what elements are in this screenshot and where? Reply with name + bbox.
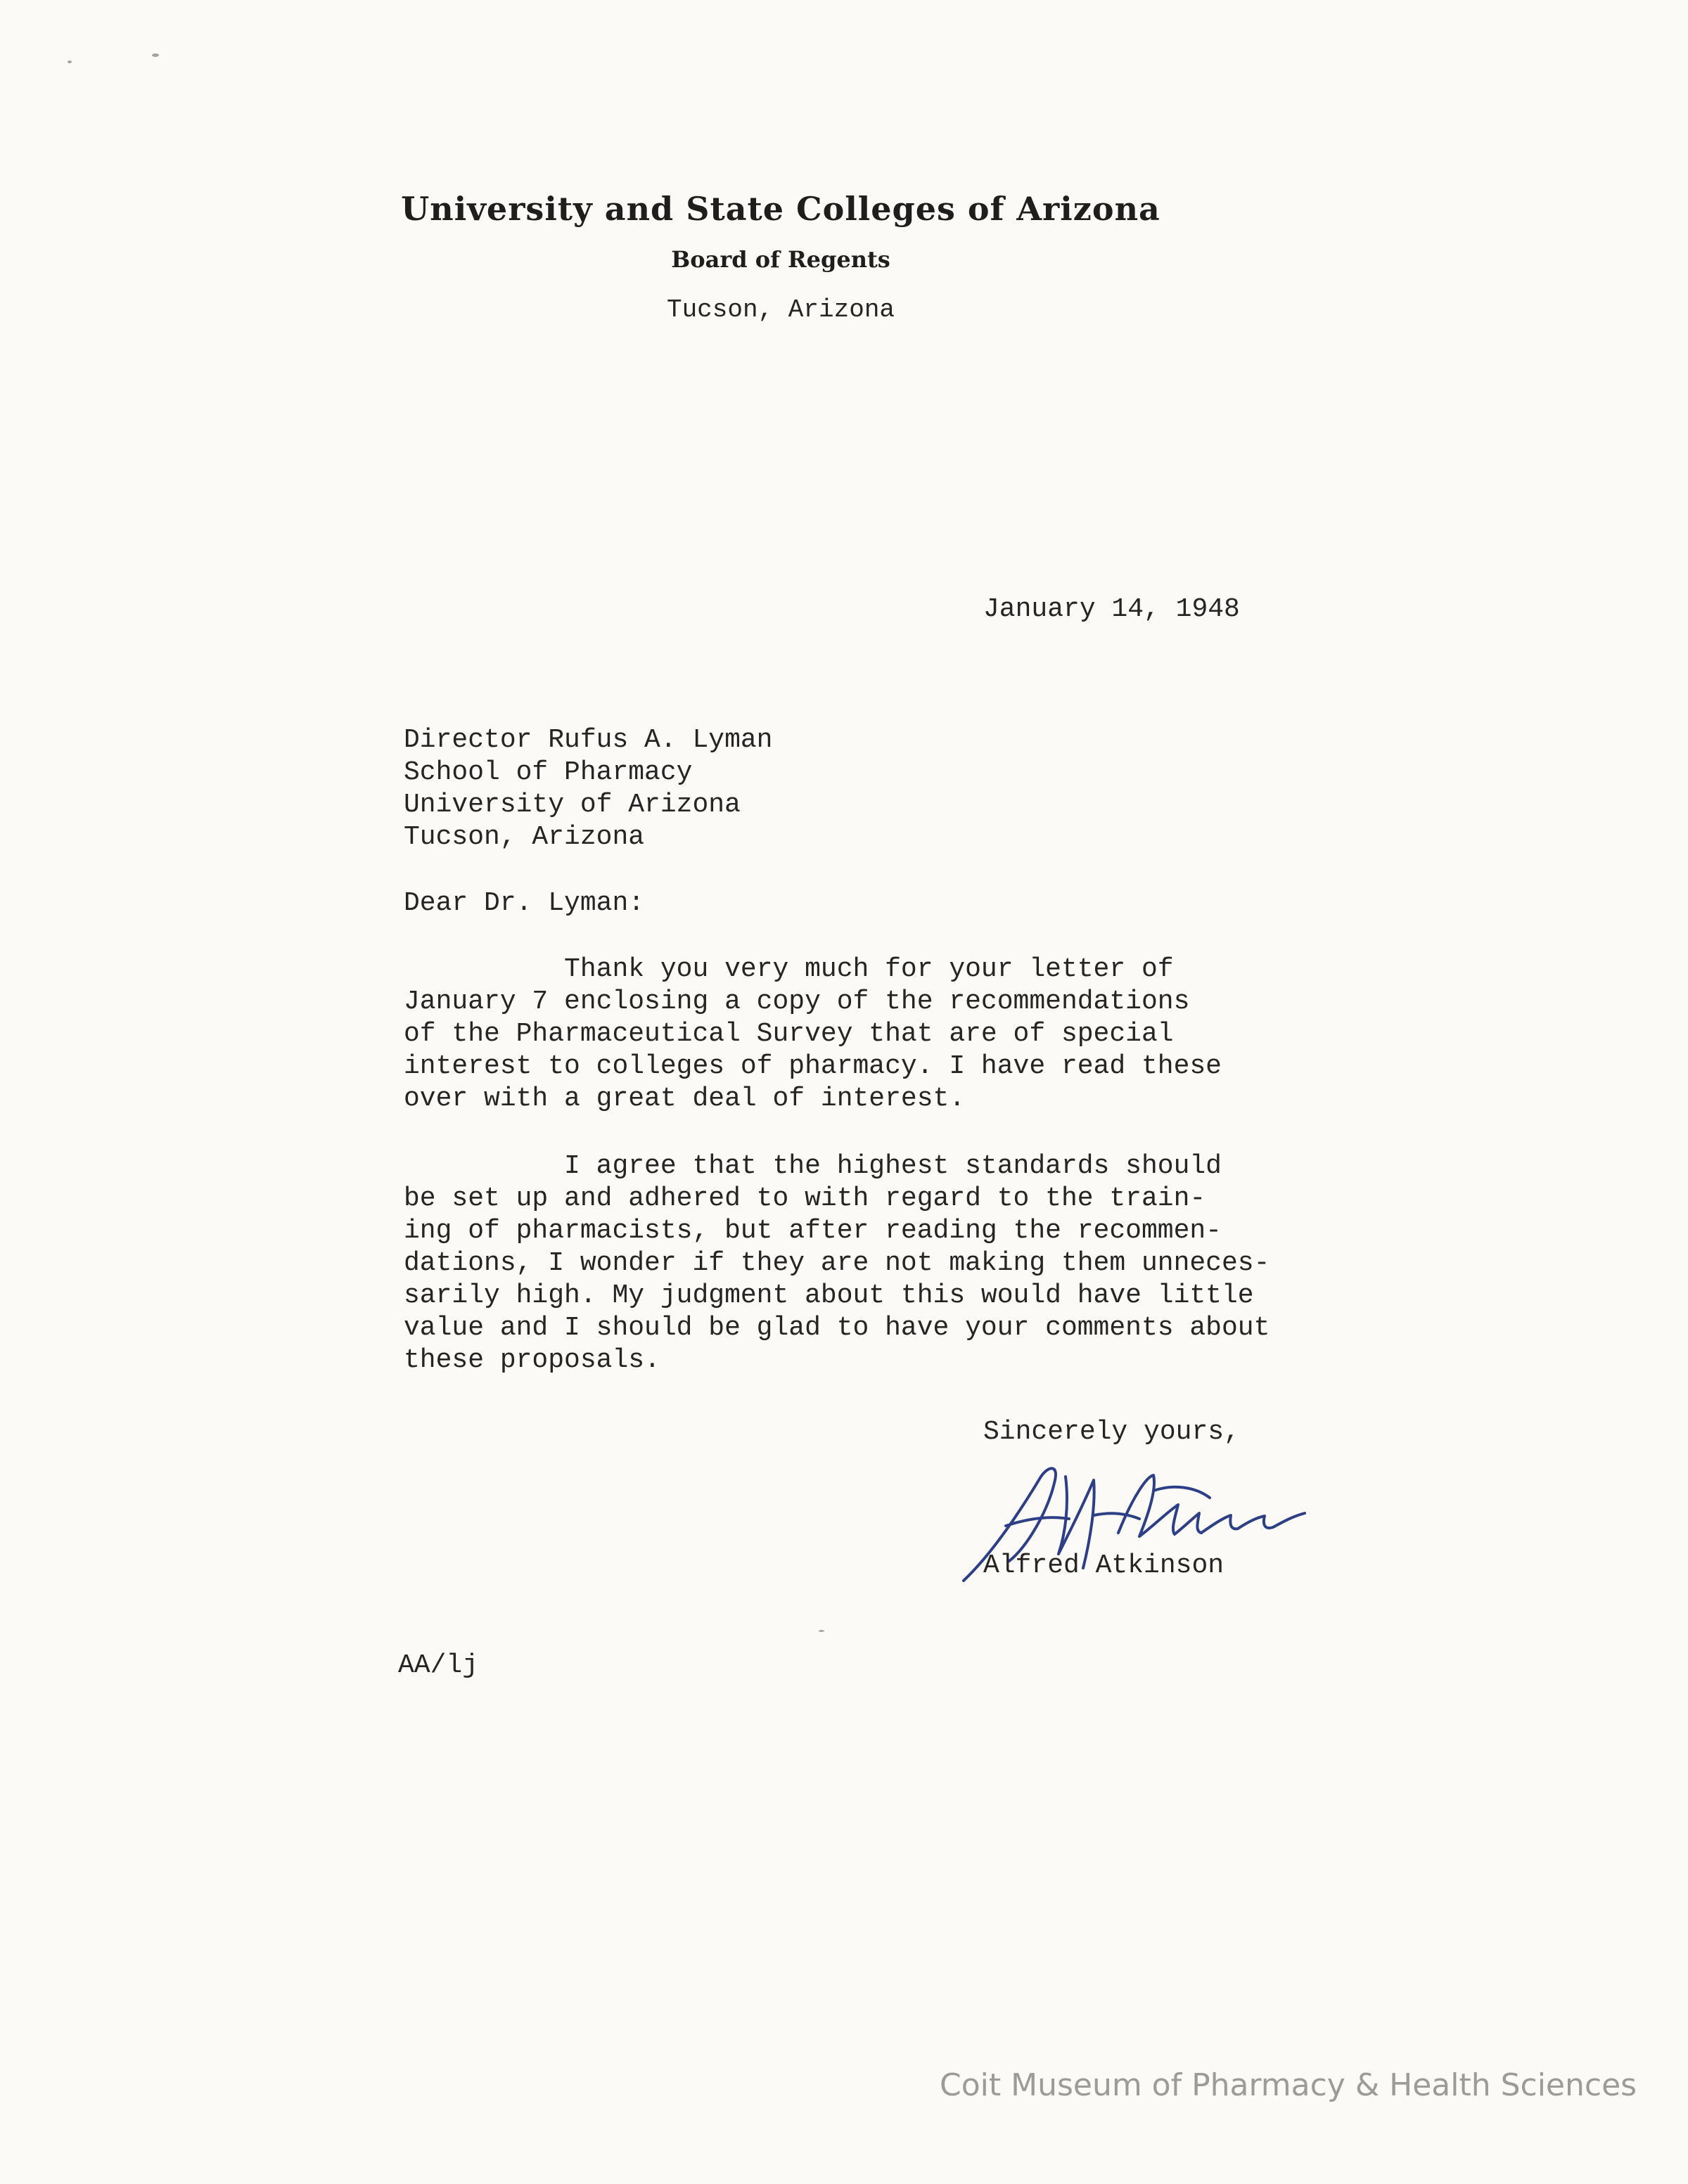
body-line: ing of pharmacists, but after reading the recommen- [404,1216,1222,1246]
recipient-address [404,724,773,854]
body-line: interest to colleges of pharmacy. I have read these [404,1051,1222,1081]
body-line: these proposals. [404,1345,660,1375]
paper-speck [68,60,72,63]
body-line: of the Pharmaceutical Survey that are of special [404,1019,1174,1049]
recipient-line: Director Rufus A. Lyman [404,725,773,755]
body-line: dations, I wonder if they are not making them unneces- [404,1248,1270,1278]
body-line: sarily high. My judgment about this would have little [404,1280,1254,1311]
body-line: be set up and adhered to with regard to the train- [404,1183,1206,1214]
signature-stroke [1153,1487,1210,1498]
signer-name: Alfred Atkinson [983,1550,1225,1581]
letterhead-city: Tucson, Arizona [666,295,895,324]
typist-initials: AA/lj [398,1650,479,1681]
paper-speck [152,53,159,57]
signature-stroke [1094,1513,1139,1519]
recipient-line: School of Pharmacy [404,757,693,788]
body-paragraph-2 [404,1150,1270,1377]
letterhead-title: University and State Colleges of Arizona [401,190,1160,228]
letterhead-subtitle: Board of Regents [671,246,890,273]
body-line: I agree that the highest standards should [404,1151,1222,1181]
paper-speck [819,1630,824,1632]
body-line: January 7 enclosing a copy of the recommendations [404,987,1190,1017]
signature-stroke [1118,1475,1305,1536]
body-paragraph-1 [404,953,1222,1115]
letter-date: January 14, 1948 [983,594,1240,624]
salutation: Dear Dr. Lyman: [404,888,645,918]
closing: Sincerely yours, [983,1417,1240,1447]
recipient-line: University of Arizona [404,790,741,820]
body-line: value and I should be glad to have your comments about [404,1313,1270,1343]
body-line: over with a great deal of interest. [404,1084,966,1114]
recipient-line: Tucson, Arizona [404,822,645,852]
museum-watermark: Coit Museum of Pharmacy & Health Sciences [940,2067,1637,2103]
body-line: Thank you very much for your letter of [404,954,1174,984]
